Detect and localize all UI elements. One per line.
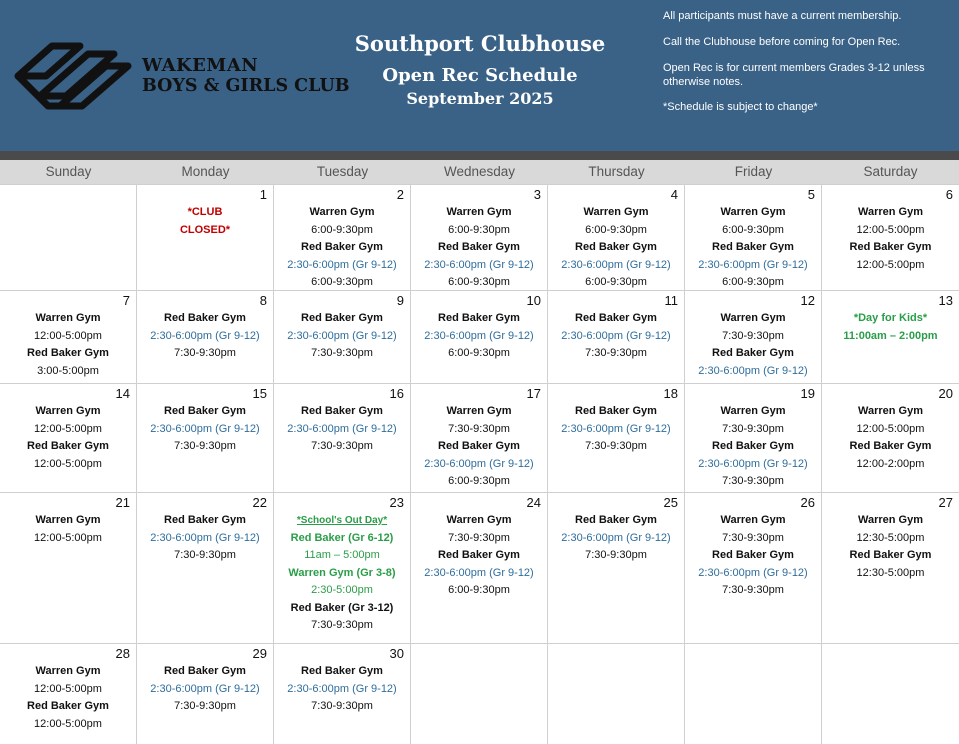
day-cell bbox=[0, 644, 137, 744]
gym-name: Red Baker Gym bbox=[575, 241, 657, 253]
day-number: 25 bbox=[663, 495, 678, 510]
schedule-line: 6:00-9:30pm bbox=[311, 276, 373, 288]
schedule-line: 2:30-6:00pm (Gr 9-12) bbox=[561, 422, 671, 435]
title-block bbox=[345, 30, 615, 110]
day-number: 24 bbox=[526, 495, 541, 510]
day-cell bbox=[137, 644, 274, 744]
schedule-line: CLOSED* bbox=[179, 223, 231, 236]
gym-name: Red Baker Gym bbox=[849, 241, 932, 253]
schedule-line: 2:30-6:00pm (Gr 9-12) bbox=[561, 531, 671, 544]
schedule-title: Open Rec Schedule bbox=[382, 65, 578, 86]
day-number: 28 bbox=[115, 646, 130, 661]
gym-name: Red Baker Gym bbox=[575, 514, 657, 526]
day-cell bbox=[137, 384, 274, 492]
day-number: 12 bbox=[800, 293, 815, 308]
schedule-line: 7:30-9:30pm bbox=[448, 422, 510, 435]
schedule-line: 12:00-5:00pm bbox=[34, 717, 102, 730]
schedule-line: *Day for Kids* bbox=[853, 312, 928, 324]
day-cell bbox=[548, 493, 685, 643]
day-cell bbox=[685, 291, 822, 383]
weekday-sunday: Sunday bbox=[45, 164, 92, 179]
schedule-line: 2:30-6:00pm (Gr 9-12) bbox=[287, 682, 397, 695]
day-number: 14 bbox=[115, 386, 130, 401]
day-number: 1 bbox=[259, 187, 267, 202]
day-number: 18 bbox=[663, 386, 678, 401]
day-number: 29 bbox=[252, 646, 267, 661]
weekday-thursday: Thursday bbox=[588, 164, 645, 179]
schedule-line: 7:30-9:30pm bbox=[311, 347, 373, 359]
schedule-line: 2:30-6:00pm (Gr 9-12) bbox=[150, 531, 260, 544]
schedule-line: 12:00-5:00pm bbox=[856, 258, 925, 271]
gym-name: Red Baker Gym bbox=[301, 241, 383, 253]
day-cell bbox=[411, 384, 548, 492]
schedule-line: *CLUB bbox=[187, 206, 223, 218]
schedule-line: 2:30-6:00pm (Gr 9-12) bbox=[424, 457, 534, 470]
schedule-line: 2:30-6:00pm (Gr 9-12) bbox=[698, 364, 808, 377]
gym-name: Red Baker Gym bbox=[849, 549, 932, 561]
gym-name: Warren Gym bbox=[720, 312, 786, 324]
schedule-line: 2:30-6:00pm (Gr 9-12) bbox=[424, 329, 534, 342]
day-cell bbox=[274, 185, 411, 290]
week-row bbox=[0, 383, 959, 492]
schedule-line: 6:00-9:30pm bbox=[722, 223, 784, 236]
schedule-line: 6:00-9:30pm bbox=[448, 584, 510, 596]
day-cell bbox=[411, 493, 548, 643]
schedule-line: 7:30-9:30pm bbox=[722, 531, 784, 544]
schedule-line: 12:00-5:00pm bbox=[34, 457, 102, 470]
schedule-line: 7:30-9:30pm bbox=[722, 329, 784, 342]
gym-name: Red Baker Gym bbox=[301, 312, 383, 324]
schedule-line: 2:30-6:00pm (Gr 9-12) bbox=[698, 258, 808, 271]
schedule-line: 6:00-9:30pm bbox=[448, 475, 510, 487]
day-number: 15 bbox=[252, 386, 267, 401]
day-cell bbox=[0, 291, 137, 383]
schedule-line: 2:30-6:00pm (Gr 9-12) bbox=[287, 258, 397, 271]
weekday-friday: Friday bbox=[734, 164, 773, 179]
schedule-line: 7:30-9:30pm bbox=[311, 440, 373, 452]
day-number: 23 bbox=[389, 495, 404, 510]
schedule-line: 12:00-5:00pm bbox=[34, 422, 102, 435]
schedule-line: 2:30-6:00pm (Gr 9-12) bbox=[561, 329, 671, 342]
gym-name: Red Baker Gym bbox=[164, 665, 246, 677]
day-cell bbox=[274, 384, 411, 492]
day-number: 5 bbox=[807, 187, 815, 202]
header-banner bbox=[0, 0, 959, 151]
logo-line-1: WAKEMAN bbox=[142, 55, 259, 76]
schedule-line: 3:00-5:00pm bbox=[37, 364, 99, 377]
schedule-line: 2:30-6:00pm (Gr 9-12) bbox=[424, 566, 534, 579]
day-cell bbox=[822, 493, 959, 643]
day-cell bbox=[411, 185, 548, 290]
gym-name: Red Baker Gym bbox=[575, 312, 657, 324]
schedule-line: 7:30-9:30pm bbox=[585, 440, 647, 452]
schedule-line: 7:30-9:30pm bbox=[174, 549, 236, 561]
schedule-line: 6:00-9:30pm bbox=[722, 276, 784, 288]
day-cell bbox=[274, 291, 411, 383]
weekday-saturday: Saturday bbox=[863, 164, 918, 179]
day-number: 20 bbox=[938, 386, 953, 401]
gym-name: Warren Gym bbox=[35, 312, 101, 324]
month-title: September 2025 bbox=[406, 89, 554, 108]
day-cell bbox=[685, 185, 822, 290]
weekday-monday: Monday bbox=[181, 164, 230, 179]
week-row bbox=[0, 492, 959, 643]
schedule-line: *School's Out Day* bbox=[296, 515, 388, 526]
schedule-line: 7:30-9:30pm bbox=[174, 347, 236, 359]
schedule-line: 2:30-6:00pm (Gr 9-12) bbox=[150, 329, 260, 342]
gym-name: Red Baker Gym bbox=[438, 312, 520, 324]
schedule-line: 7:30-9:30pm bbox=[585, 549, 647, 561]
day-number: 19 bbox=[800, 386, 815, 401]
schedule-line: 2:30-6:00pm (Gr 9-12) bbox=[287, 329, 397, 342]
schedule-line: 6:00-9:30pm bbox=[311, 223, 373, 236]
schedule-line: 2:30-6:00pm (Gr 9-12) bbox=[287, 422, 397, 435]
schedule-line: 2:30-5:00pm bbox=[311, 584, 373, 596]
schedule-line: 12:30-5:00pm bbox=[856, 531, 925, 544]
gym-name: Red Baker Gym bbox=[301, 405, 383, 417]
day-number: 7 bbox=[122, 293, 130, 308]
day-cell bbox=[137, 185, 274, 290]
day-cell bbox=[274, 644, 411, 744]
schedule-line: 6:00-9:30pm bbox=[448, 347, 510, 359]
hands-logo-icon bbox=[10, 38, 135, 114]
gym-name: Red Baker Gym bbox=[27, 347, 109, 359]
day-cell bbox=[822, 384, 959, 492]
calendar-weeks bbox=[0, 184, 959, 744]
day-cell bbox=[685, 493, 822, 643]
day-number: 11 bbox=[664, 293, 678, 308]
note-grades: Open Rec is for current members Grades 3-12 unless otherwise notes. bbox=[663, 62, 925, 88]
schedule-line: Red Baker (Gr 6-12) bbox=[290, 531, 394, 544]
gym-name: Red Baker Gym bbox=[438, 241, 520, 253]
schedule-line: 7:30-9:30pm bbox=[585, 347, 647, 359]
gym-name: Warren Gym bbox=[35, 405, 101, 417]
gym-name: Warren Gym bbox=[857, 405, 923, 417]
weekday-wednesday: Wednesday bbox=[443, 164, 516, 179]
day-number: 3 bbox=[533, 187, 541, 202]
gym-name: Red Baker Gym bbox=[438, 440, 520, 452]
schedule-line: 7:30-9:30pm bbox=[722, 422, 784, 435]
schedule-line: 2:30-6:00pm (Gr 9-12) bbox=[561, 258, 671, 271]
weekday-header-row bbox=[0, 160, 959, 184]
schedule-line: 12:00-5:00pm bbox=[856, 422, 925, 435]
gym-name: Warren Gym bbox=[446, 206, 512, 218]
gym-name: Red Baker Gym bbox=[849, 440, 932, 452]
day-number: 21 bbox=[115, 495, 130, 510]
schedule-line: 11am – 5:00pm bbox=[304, 549, 380, 561]
schedule-line: 2:30-6:00pm (Gr 9-12) bbox=[698, 566, 808, 579]
day-cell bbox=[685, 384, 822, 492]
schedule-line: 12:00-2:00pm bbox=[856, 457, 925, 470]
schedule-line: 7:30-9:30pm bbox=[448, 531, 510, 544]
day-number: 30 bbox=[389, 646, 404, 661]
schedule-line: 7:30-9:30pm bbox=[311, 619, 373, 631]
schedule-line: 12:00-5:00pm bbox=[34, 682, 102, 695]
gym-name: Red Baker Gym bbox=[712, 440, 794, 452]
note-membership: All participants must have a current membership. bbox=[663, 10, 902, 22]
gym-name: Warren Gym bbox=[446, 514, 512, 526]
day-number: 26 bbox=[800, 495, 815, 510]
gym-name: Warren Gym bbox=[35, 665, 101, 677]
week-row bbox=[0, 643, 959, 744]
schedule-line: 12:00-5:00pm bbox=[34, 531, 102, 544]
gym-name: Red Baker Gym bbox=[301, 665, 383, 677]
schedule-line: 12:30-5:00pm bbox=[856, 566, 925, 579]
day-cell bbox=[822, 291, 959, 383]
club-logo bbox=[10, 38, 350, 114]
day-cell bbox=[0, 384, 137, 492]
schedule-line: 11:00am – 2:00pm bbox=[843, 329, 938, 342]
day-cell bbox=[548, 185, 685, 290]
day-number: 4 bbox=[670, 187, 678, 202]
day-cell bbox=[274, 493, 411, 643]
schedule-line: 7:30-9:30pm bbox=[174, 440, 236, 452]
day-number: 10 bbox=[526, 293, 541, 308]
day-number: 16 bbox=[389, 386, 404, 401]
gym-name: Red Baker Gym bbox=[164, 312, 246, 324]
gym-name: Warren Gym bbox=[720, 206, 786, 218]
clubhouse-title: Southport Clubhouse bbox=[354, 31, 606, 56]
schedule-line: 6:00-9:30pm bbox=[448, 223, 510, 236]
calendar-grid bbox=[0, 160, 959, 744]
day-cell bbox=[548, 291, 685, 383]
day-cell bbox=[137, 291, 274, 383]
weekday-tuesday: Tuesday bbox=[316, 164, 369, 179]
day-number: 2 bbox=[396, 187, 404, 202]
schedule-line: Warren Gym (Gr 3-8) bbox=[288, 566, 396, 579]
day-number: 13 bbox=[938, 293, 953, 308]
schedule-line: 7:30-9:30pm bbox=[174, 700, 236, 712]
schedule-line: 12:00-5:00pm bbox=[856, 223, 925, 236]
schedule-line: 2:30-6:00pm (Gr 9-12) bbox=[150, 422, 260, 435]
week-row bbox=[0, 290, 959, 383]
note-change: *Schedule is subject to change* bbox=[663, 101, 818, 113]
note-call: Call the Clubhouse before coming for Open Rec. bbox=[663, 36, 901, 48]
gym-name: Warren Gym bbox=[35, 514, 101, 526]
schedule-line: 2:30-6:00pm (Gr 9-12) bbox=[698, 457, 808, 470]
gym-name: Warren Gym bbox=[857, 206, 923, 218]
day-cell bbox=[411, 291, 548, 383]
schedule-line: 7:30-9:30pm bbox=[722, 584, 784, 596]
day-cell bbox=[137, 493, 274, 643]
day-number: 27 bbox=[938, 495, 953, 510]
day-number: 22 bbox=[252, 495, 267, 510]
gym-name: Red Baker Gym bbox=[712, 241, 794, 253]
empty-day-cell bbox=[685, 644, 822, 744]
schedule-line: 6:00-9:30pm bbox=[585, 276, 647, 288]
gym-name: Warren Gym bbox=[857, 514, 923, 526]
gym-name: Red Baker Gym bbox=[164, 514, 246, 526]
schedule-line: 7:30-9:30pm bbox=[722, 475, 784, 487]
day-cell bbox=[548, 384, 685, 492]
gym-name: Red Baker Gym bbox=[575, 405, 657, 417]
day-number: 8 bbox=[259, 293, 267, 308]
gym-name: Red Baker Gym bbox=[164, 405, 246, 417]
gym-name: Warren Gym bbox=[309, 206, 375, 218]
gym-name: Warren Gym bbox=[446, 405, 512, 417]
day-number: 17 bbox=[526, 386, 541, 401]
gym-name: Red Baker Gym bbox=[27, 700, 109, 712]
gym-name: Red Baker Gym bbox=[438, 549, 520, 561]
schedule-line: 2:30-6:00pm (Gr 9-12) bbox=[150, 682, 260, 695]
notes-panel bbox=[663, 9, 953, 126]
schedule-line: 12:00-5:00pm bbox=[34, 329, 102, 342]
day-cell bbox=[0, 493, 137, 643]
gym-name: Warren Gym bbox=[720, 514, 786, 526]
gym-name: Red Baker Gym bbox=[27, 440, 109, 452]
week-row bbox=[0, 184, 959, 290]
header-divider bbox=[0, 151, 959, 160]
gym-name: Red Baker Gym bbox=[712, 549, 794, 561]
gym-name: Red Baker (Gr 3-12) bbox=[290, 601, 394, 614]
empty-day-cell bbox=[822, 644, 959, 744]
day-number: 6 bbox=[945, 187, 953, 202]
empty-day-cell bbox=[548, 644, 685, 744]
empty-day-cell bbox=[0, 185, 137, 290]
schedule-line: 2:30-6:00pm (Gr 9-12) bbox=[424, 258, 534, 271]
empty-day-cell bbox=[411, 644, 548, 744]
schedule-line: 6:00-9:30pm bbox=[585, 223, 647, 236]
gym-name: Warren Gym bbox=[583, 206, 649, 218]
schedule-line: 6:00-9:30pm bbox=[448, 276, 510, 288]
schedule-line: 7:30-9:30pm bbox=[311, 700, 373, 712]
day-number: 9 bbox=[396, 293, 404, 308]
gym-name: Warren Gym bbox=[720, 405, 786, 417]
day-cell bbox=[822, 185, 959, 290]
gym-name: Red Baker Gym bbox=[712, 347, 794, 359]
logo-line-2: BOYS & GIRLS CLUB bbox=[142, 76, 350, 96]
